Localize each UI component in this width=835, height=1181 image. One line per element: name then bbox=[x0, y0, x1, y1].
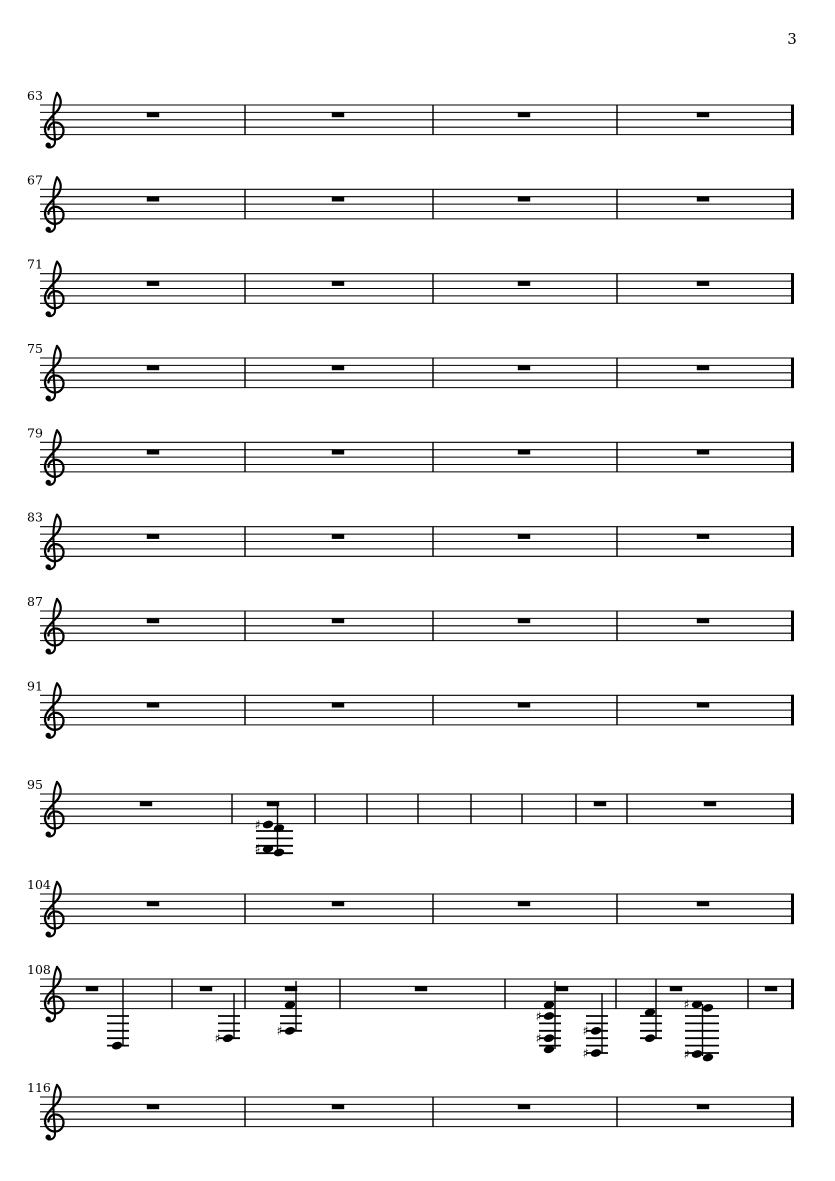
final-barline bbox=[791, 526, 794, 557]
whole-rest bbox=[697, 902, 709, 907]
staff-system-87 bbox=[27, 594, 794, 654]
whole-rest bbox=[765, 987, 777, 992]
final-barline bbox=[791, 695, 794, 726]
measure-number: 75 bbox=[27, 341, 43, 356]
whole-rest bbox=[332, 197, 344, 202]
note-chord bbox=[107, 979, 129, 1051]
notehead bbox=[284, 1026, 296, 1036]
whole-rest bbox=[147, 281, 159, 286]
notehead bbox=[691, 1049, 703, 1059]
whole-rest bbox=[147, 703, 159, 708]
treble-clef-icon bbox=[46, 832, 51, 837]
page-number: 3 bbox=[787, 30, 797, 48]
staff-system-91 bbox=[27, 678, 794, 738]
notehead bbox=[543, 1033, 555, 1043]
whole-rest bbox=[518, 197, 530, 202]
whole-rest bbox=[332, 366, 344, 371]
whole-rest bbox=[332, 1105, 344, 1110]
staff-system-71 bbox=[27, 257, 794, 317]
whole-rest bbox=[200, 987, 212, 992]
final-barline bbox=[791, 894, 794, 925]
note-chord bbox=[582, 993, 608, 1060]
whole-rest bbox=[332, 619, 344, 624]
treble-clef-icon bbox=[46, 1017, 51, 1022]
notehead bbox=[702, 1003, 714, 1013]
whole-rest bbox=[147, 1105, 159, 1110]
sharp-accidental: ♯ bbox=[535, 1008, 542, 1024]
whole-rest bbox=[140, 802, 152, 807]
measure-number: 67 bbox=[27, 172, 43, 188]
whole-rest bbox=[518, 113, 530, 118]
staff-system-108 bbox=[27, 962, 794, 1063]
whole-rest bbox=[332, 450, 344, 455]
treble-clef-icon bbox=[46, 227, 51, 232]
treble-clef-icon bbox=[46, 932, 51, 937]
staff-system-75 bbox=[27, 341, 794, 401]
sharp-accidental: ♯ bbox=[214, 1030, 221, 1046]
whole-rest bbox=[697, 534, 709, 539]
whole-rest bbox=[147, 619, 159, 624]
final-barline bbox=[791, 611, 794, 642]
whole-rest bbox=[147, 113, 159, 118]
sharp-accidental: ♯ bbox=[582, 1023, 589, 1039]
whole-rest bbox=[332, 703, 344, 708]
measure-number: 108 bbox=[27, 962, 51, 977]
final-barline bbox=[791, 442, 794, 473]
measure-number: 79 bbox=[27, 425, 43, 441]
staff-system-95 bbox=[27, 777, 794, 858]
whole-rest bbox=[697, 450, 709, 455]
measure-number: 87 bbox=[27, 594, 43, 609]
sharp-accidental: ♯ bbox=[582, 1045, 589, 1061]
notehead bbox=[590, 1026, 602, 1036]
notehead bbox=[222, 1033, 234, 1043]
note-chord bbox=[535, 981, 561, 1054]
treble-clef-icon bbox=[46, 733, 51, 738]
staff-system-116 bbox=[27, 1080, 794, 1140]
staff-system-67 bbox=[27, 172, 794, 232]
treble-clef-icon bbox=[46, 480, 51, 485]
measure-number: 116 bbox=[27, 1080, 51, 1095]
notehead bbox=[273, 847, 285, 857]
whole-rest bbox=[332, 281, 344, 286]
treble-clef-icon bbox=[46, 649, 51, 654]
whole-rest bbox=[518, 450, 530, 455]
sharp-accidental: ♯ bbox=[683, 1046, 690, 1062]
whole-rest bbox=[697, 1105, 709, 1110]
final-barline bbox=[791, 189, 794, 220]
whole-rest bbox=[518, 619, 530, 624]
measure-number: 104 bbox=[27, 877, 51, 892]
note-chord bbox=[683, 997, 719, 1063]
whole-rest bbox=[415, 987, 427, 992]
whole-rest bbox=[697, 113, 709, 118]
notehead bbox=[590, 1048, 602, 1058]
whole-rest bbox=[518, 534, 530, 539]
whole-rest bbox=[267, 802, 279, 807]
sharp-accidental: ♯ bbox=[254, 841, 261, 857]
whole-rest bbox=[518, 703, 530, 708]
whole-rest bbox=[518, 1105, 530, 1110]
final-barline bbox=[791, 794, 794, 825]
whole-rest bbox=[670, 987, 682, 992]
measure-number: 63 bbox=[27, 88, 43, 103]
staff-system-63 bbox=[27, 88, 794, 148]
final-barline bbox=[791, 105, 794, 136]
measure-number: 83 bbox=[27, 509, 43, 525]
whole-rest bbox=[518, 902, 530, 907]
whole-rest bbox=[147, 534, 159, 539]
whole-rest bbox=[332, 113, 344, 118]
treble-clef-icon bbox=[46, 1135, 51, 1140]
whole-rest bbox=[697, 619, 709, 624]
whole-rest bbox=[697, 197, 709, 202]
sharp-accidental: ♯ bbox=[276, 1023, 283, 1039]
staff-system-83 bbox=[27, 510, 794, 570]
final-barline bbox=[791, 358, 794, 389]
sharp-accidental: ♯ bbox=[683, 996, 690, 1012]
sharp-accidental: ♯ bbox=[535, 1030, 542, 1046]
whole-rest bbox=[697, 366, 709, 371]
whole-rest bbox=[697, 281, 709, 286]
whole-rest bbox=[518, 281, 530, 286]
whole-rest bbox=[704, 802, 716, 807]
final-barline bbox=[791, 273, 794, 304]
whole-rest bbox=[147, 902, 159, 907]
notehead bbox=[111, 1041, 123, 1051]
whole-rest bbox=[147, 366, 159, 371]
treble-clef-icon bbox=[46, 311, 51, 316]
notehead bbox=[702, 1052, 714, 1062]
note-chord bbox=[254, 806, 293, 858]
sharp-accidental: ♯ bbox=[254, 816, 261, 832]
notehead bbox=[262, 819, 274, 829]
treble-clef-icon bbox=[46, 143, 51, 148]
whole-rest bbox=[518, 366, 530, 371]
whole-rest bbox=[556, 987, 568, 992]
treble-clef-icon bbox=[46, 396, 51, 401]
measure-number: 95 bbox=[27, 777, 43, 792]
measure-number: 71 bbox=[27, 256, 43, 272]
whole-rest bbox=[147, 450, 159, 455]
whole-rest bbox=[332, 902, 344, 907]
treble-clef-icon bbox=[46, 564, 51, 569]
final-barline bbox=[791, 1097, 794, 1128]
staff-system-79 bbox=[27, 425, 794, 485]
final-barline bbox=[791, 979, 794, 1010]
note-chord bbox=[640, 979, 662, 1043]
whole-rest bbox=[86, 987, 98, 992]
whole-rest bbox=[594, 802, 606, 807]
whole-rest bbox=[697, 703, 709, 708]
measure-number: 91 bbox=[27, 678, 43, 694]
whole-rest bbox=[332, 534, 344, 539]
whole-rest bbox=[147, 197, 159, 202]
notehead bbox=[543, 1011, 555, 1021]
notehead bbox=[644, 1033, 656, 1043]
staff-system-104 bbox=[27, 877, 794, 937]
